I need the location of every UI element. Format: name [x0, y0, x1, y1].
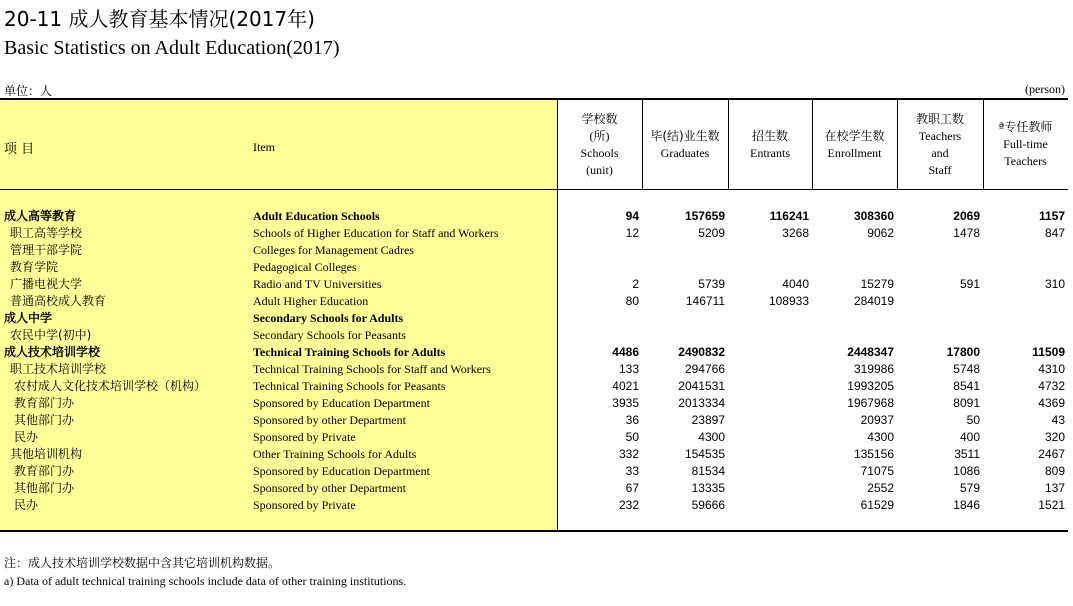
- cell-enrollment: 61529: [860, 498, 894, 512]
- header-col-enrollment: [812, 100, 897, 189]
- cell-schools: 94: [625, 209, 639, 223]
- cell-graduates: 146711: [685, 294, 725, 308]
- header-col-line: Teachers: [918, 128, 962, 143]
- header-divider: [0, 189, 1068, 190]
- cell-enrollment: 15279: [860, 277, 894, 291]
- cell-enrollment: 2552: [867, 481, 894, 495]
- row-label-en: Pedagogical Colleges: [253, 260, 357, 274]
- header-col-line: 教职工数: [915, 111, 964, 126]
- row-label-en: Adult Higher Education: [253, 294, 369, 308]
- row-label-en: Technical Training Schools for Peasants: [253, 379, 446, 393]
- cell-teachers-staff: 400: [959, 430, 980, 444]
- cell-teachers-staff: 50: [966, 413, 980, 427]
- cell-graduates: 4300: [698, 430, 725, 444]
- table-row: [0, 378, 1068, 395]
- table-row: [0, 259, 1068, 276]
- cell-schools: 67: [625, 481, 639, 495]
- cell-enrollment: 4300: [867, 430, 894, 444]
- row-label-cn: 民办: [14, 430, 39, 444]
- header-col-graduates: [642, 100, 728, 189]
- table-row: [0, 208, 1068, 225]
- cell-schools: 133: [618, 362, 639, 376]
- row-label-en: Secondary Schools for Peasants: [253, 328, 406, 342]
- cell-schools: 50: [625, 430, 639, 444]
- row-label-cn: 农民中学(初中): [10, 328, 92, 342]
- cell-entrants: 3268: [782, 226, 809, 240]
- row-label-cn: 广播电视大学: [10, 277, 83, 291]
- header-col-line: ª专任教师: [998, 120, 1053, 134]
- header-col-schools: [557, 100, 642, 189]
- table-row: [0, 276, 1068, 293]
- row-label-en: Radio and TV Universities: [253, 277, 382, 291]
- row-label-en: Sponsored by Education Department: [253, 396, 430, 410]
- cell-schools: 332: [618, 447, 639, 461]
- header-col-line: Staff: [928, 162, 952, 177]
- cell-schools: 33: [625, 464, 639, 478]
- table-row: [0, 463, 1068, 480]
- cell-teachers-staff: 1846: [953, 498, 980, 512]
- row-label-cn: 其他部门办: [14, 413, 75, 427]
- cell-schools: 4486: [612, 345, 639, 359]
- header-item-en: Item: [253, 140, 275, 154]
- cell-graduates: 154535: [684, 447, 725, 461]
- cell-teachers-staff: 17800: [946, 345, 980, 359]
- row-label-cn: 教育部门办: [14, 464, 75, 478]
- header-col-entrants: [728, 100, 812, 189]
- cell-teachers-staff: 1086: [953, 464, 980, 478]
- row-label-cn: 其他培训机构: [10, 447, 83, 461]
- row-label-cn: 其他部门办: [14, 481, 75, 495]
- table-row: [0, 225, 1068, 242]
- row-label-cn: 成人高等教育: [4, 209, 77, 223]
- cell-teachers-staff: 2069: [953, 209, 980, 223]
- cell-graduates: 294766: [684, 362, 725, 376]
- cell-fulltime-teachers: 43: [1051, 413, 1065, 427]
- cell-graduates: 81534: [691, 464, 725, 478]
- row-label-cn: 民办: [14, 498, 39, 512]
- cell-enrollment: 1967968: [847, 396, 894, 410]
- unit-label-cn: 单位：人: [4, 84, 53, 98]
- cell-fulltime-teachers: 809: [1044, 464, 1065, 478]
- cell-teachers-staff: 579: [959, 481, 980, 495]
- statistics-table: [0, 98, 1068, 532]
- cell-fulltime-teachers: 310: [1044, 277, 1065, 291]
- table-row: [0, 344, 1068, 361]
- row-label-en: Sponsored by other Department: [253, 413, 406, 427]
- row-label-cn: 成人中学: [4, 311, 53, 325]
- header-col-line: (所): [589, 128, 610, 143]
- cell-teachers-staff: 5748: [953, 362, 980, 376]
- cell-graduates: 5739: [698, 277, 725, 291]
- cell-teachers-staff: 8541: [953, 379, 980, 393]
- cell-fulltime-teachers: 320: [1044, 430, 1065, 444]
- footnote-cn: 注：成人技术培训学校数据中含其它培训机构数据。: [4, 556, 281, 570]
- table-row: [0, 242, 1068, 259]
- cell-graduates: 157659: [684, 209, 725, 223]
- cell-enrollment: 319986: [853, 362, 894, 376]
- header-col-line: Graduates: [660, 145, 710, 160]
- footnote-en: a) Data of adult technical training schools include data of other training institutions.: [4, 574, 407, 588]
- row-label-en: Sponsored by Private: [253, 430, 356, 444]
- table-row: [0, 480, 1068, 497]
- header-col-line: Enrollment: [827, 145, 882, 160]
- cell-enrollment: 308360: [853, 209, 894, 223]
- header-col-line: Teachers: [1004, 154, 1047, 168]
- row-label-en: Sponsored by Education Department: [253, 464, 430, 478]
- header-col-line: Entrants: [750, 145, 790, 160]
- cell-enrollment: 2448347: [847, 345, 894, 359]
- header-col-line: Schools: [580, 145, 619, 160]
- table-row: [0, 310, 1068, 327]
- row-label-en: Other Training Schools for Adults: [253, 447, 417, 461]
- row-label-en: Technical Training Schools for Staff and Workers: [253, 362, 491, 376]
- row-label-cn: 成人技术培训学校: [4, 345, 101, 359]
- table-row: [0, 293, 1068, 310]
- cell-fulltime-teachers: 4369: [1038, 396, 1065, 410]
- cell-teachers-staff: 8091: [953, 396, 980, 410]
- cell-schools: 232: [618, 498, 639, 512]
- table-row: [0, 327, 1068, 344]
- header-col-line: 学校数: [581, 111, 618, 126]
- table-row: [0, 395, 1068, 412]
- cell-graduates: 2013334: [678, 396, 725, 410]
- cell-entrants: 116241: [769, 209, 809, 223]
- header-col-line: Full-time: [1003, 137, 1048, 151]
- cell-enrollment: 71075: [860, 464, 894, 478]
- table-row: [0, 412, 1068, 429]
- header-col-line: (unit): [586, 162, 613, 177]
- cell-graduates: 13335: [691, 481, 725, 495]
- header-col-teachers-staff: [897, 100, 983, 189]
- cell-enrollment: 135156: [853, 447, 894, 461]
- cell-fulltime-teachers: 137: [1044, 481, 1065, 495]
- row-label-en: Sponsored by other Department: [253, 481, 406, 495]
- cell-fulltime-teachers: 1157: [1038, 209, 1065, 223]
- cell-fulltime-teachers: 847: [1044, 226, 1065, 240]
- row-label-en: Sponsored by Private: [253, 498, 356, 512]
- unit-label-en: (person): [1025, 82, 1065, 96]
- header-col-line: 招生数: [751, 128, 788, 143]
- row-label-en: Adult Education Schools: [253, 209, 380, 223]
- page-title-en: Basic Statistics on Adult Education(2017): [4, 37, 340, 59]
- row-label-cn: 管理干部学院: [10, 243, 83, 257]
- cell-enrollment: 1993205: [847, 379, 894, 393]
- cell-enrollment: 9062: [867, 226, 894, 240]
- cell-schools: 80: [625, 294, 639, 308]
- table-row: [0, 361, 1068, 378]
- header-item-cn: 项 目: [4, 142, 35, 157]
- cell-fulltime-teachers: 11509: [1032, 345, 1065, 359]
- row-label-cn: 教育部门办: [14, 396, 75, 410]
- cell-schools: 2: [632, 277, 639, 291]
- cell-entrants: 4040: [782, 277, 809, 291]
- cell-fulltime-teachers: 4310: [1038, 362, 1065, 376]
- cell-schools: 4021: [612, 379, 639, 393]
- cell-graduates: 2490832: [678, 345, 725, 359]
- cell-graduates: 59666: [691, 498, 725, 512]
- cell-schools: 12: [625, 226, 639, 240]
- cell-fulltime-teachers: 1521: [1038, 498, 1065, 512]
- cell-schools: 3935: [612, 396, 639, 410]
- cell-schools: 36: [625, 413, 639, 427]
- row-label-en: Colleges for Management Cadres: [253, 243, 414, 257]
- table-row: [0, 429, 1068, 446]
- cell-entrants: 108933: [768, 294, 809, 308]
- header-col-line: 毕(结)业生数: [650, 128, 720, 143]
- row-label-cn: 职工高等学校: [10, 226, 83, 240]
- header-col-line: 在校学生数: [824, 128, 885, 143]
- cell-enrollment: 284019: [853, 294, 894, 308]
- row-label-cn: 教育学院: [10, 260, 59, 274]
- cell-teachers-staff: 3511: [954, 447, 980, 461]
- page-title-cn: 20-11 成人教育基本情况(2017年): [4, 7, 315, 31]
- cell-fulltime-teachers: 4732: [1038, 379, 1065, 393]
- cell-graduates: 2041531: [678, 379, 725, 393]
- table-row: [0, 446, 1068, 463]
- cell-fulltime-teachers: 2467: [1038, 447, 1065, 461]
- table-row: [0, 497, 1068, 514]
- cell-teachers-staff: 1478: [953, 226, 980, 240]
- header-col-fulltime-teachers: [983, 100, 1068, 189]
- row-label-cn: 普通高校成人教育: [10, 294, 107, 308]
- row-label-cn: 农村成人文化技术培训学校（机构）: [14, 379, 207, 393]
- row-label-cn: 职工技术培训学校: [10, 362, 107, 376]
- row-label-en: Secondary Schools for Adults: [253, 311, 404, 325]
- cell-graduates: 5209: [698, 226, 725, 240]
- cell-enrollment: 20937: [860, 413, 894, 427]
- cell-graduates: 23897: [691, 413, 725, 427]
- row-label-en: Schools of Higher Education for Staff and Workers: [253, 226, 499, 240]
- cell-teachers-staff: 591: [959, 277, 980, 291]
- header-col-line: and: [931, 145, 949, 160]
- row-label-en: Technical Training Schools for Adults: [253, 345, 446, 359]
